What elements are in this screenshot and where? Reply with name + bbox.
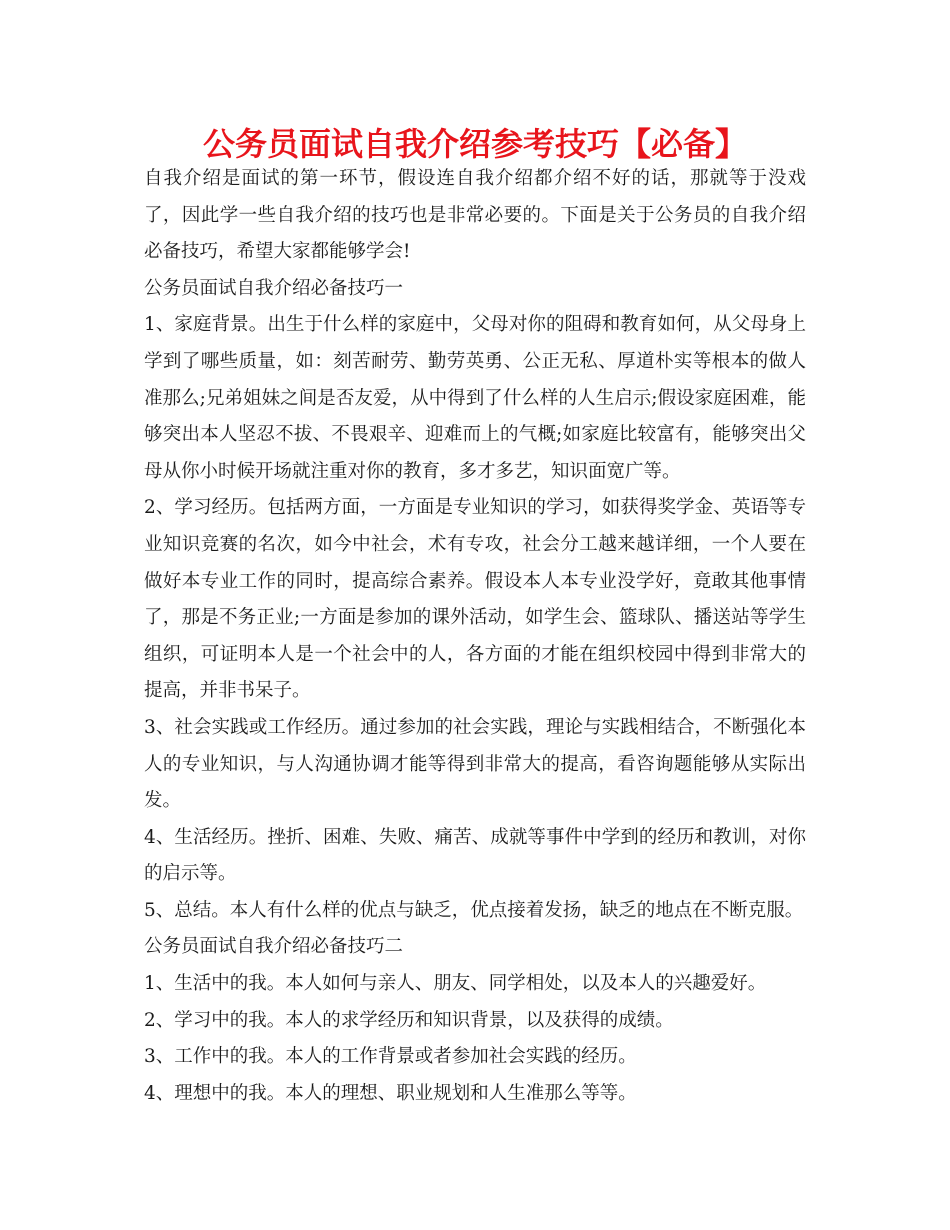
paragraph-life-experience: 4、生活经历。挫折、困难、失败、痛苦、成就等事件中学到的经历和教训，对你的启示等。 — [144, 826, 806, 885]
paragraph-me-in-study: 2、学习中的我。本人的求学经历和知识背景，以及获得的成绩。 — [144, 1009, 674, 1031]
document-body — [144, 161, 806, 1112]
paragraph-study-experience: 2、学习经历。包括两方面，一方面是专业知识的学习，如获得奖学金、英语等专业知识竞赛的名次，如今中社会，术有专攻，社会分工越来越详细，一个人要在做好本专业工作的同时，提高综合素养。假设本人本专业没学好，竟敢其他事情了，那是不务正业;一方面是参加的课外活动，如学生会、篮球队、播送站等学生组织，可证明本人是一个社会中的人，各方面的才能在组织校园中得到非常大的提高，并非书呆子。 — [144, 497, 806, 702]
intro-paragraph: 自我介绍是面试的第一环节，假设连自我介绍都介绍不好的话，那就等于没戏了，因此学一些自我介绍的技巧也是非常必要的。下面是关于公务员的自我介绍必备技巧，希望大家都能够学会! — [144, 168, 806, 263]
paragraph-me-at-work: 3、工作中的我。本人的工作背景或者参加社会实践的经历。 — [144, 1046, 637, 1068]
paragraph-social-practice: 3、社会实践或工作经历。通过参加的社会实践，理论与实践相结合，不断强化本人的专业知识，与人沟通协调才能等得到非常大的提高，看咨询题能够从实际出发。 — [144, 716, 806, 812]
section-heading-one: 公务员面试自我介绍必备技巧一 — [144, 277, 404, 299]
section-heading-two: 公务员面试自我介绍必备技巧二 — [144, 936, 404, 958]
paragraph-me-in-ideals: 4、理想中的我。本人的理想、职业规划和人生准那么等等。 — [144, 1082, 637, 1104]
paragraph-summary: 5、总结。本人有什么样的优点与缺乏，优点接着发扬，缺乏的地点在不断克服。 — [144, 899, 804, 921]
paragraph-family-background: 1、家庭背景。出生于什么样的家庭中，父母对你的阻碍和教育如何，从父母身上学到了哪些质量，如：刻苦耐劳、勤劳英勇、公正无私、厚道朴实等根本的做人准那么;兄弟姐妹之间是否友爱，从中得到了什么样的人生启示;假设家庭困难，能够突出本人坚忍不拔、不畏艰辛、迎难而上的气概;如家庭比较富有，能够突出父母从你小时候开场就注重对你的教育，多才多艺，知识面宽广等。 — [144, 314, 806, 482]
document-title: 公务员面试自我介绍参考技巧【必备】 — [202, 125, 747, 163]
paragraph-me-in-life: 1、生活中的我。本人如何与亲人、朋友、同学相处，以及本人的兴趣爱好。 — [144, 973, 767, 995]
